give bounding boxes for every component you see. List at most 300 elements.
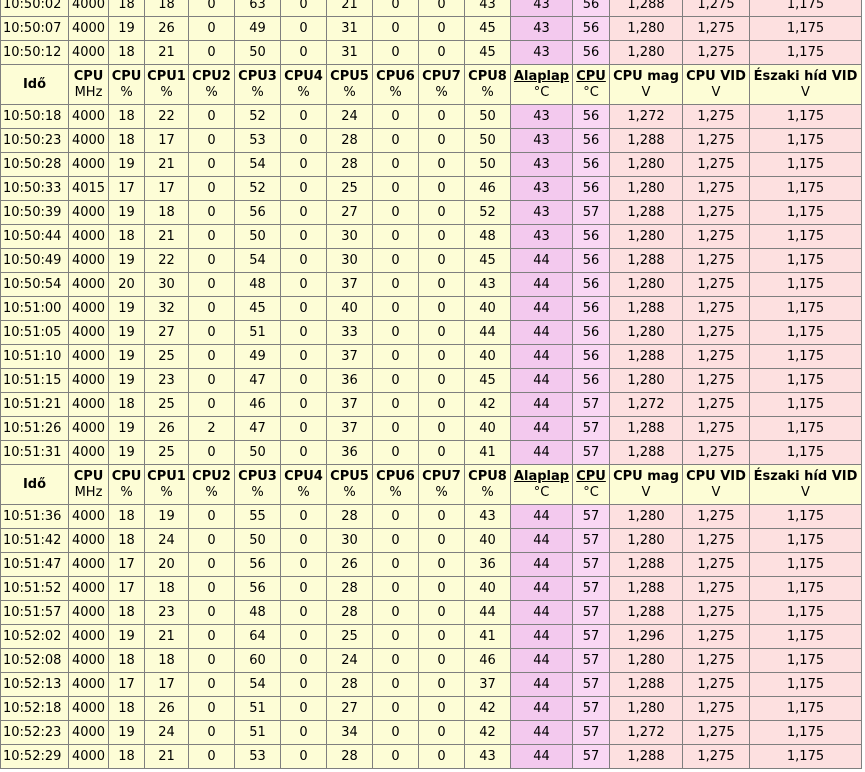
value-cell: 37 — [327, 393, 373, 417]
value-cell: 0 — [419, 393, 465, 417]
header-unit: % — [251, 484, 264, 500]
table-row — [1, 721, 862, 745]
value-cell: 17 — [145, 177, 189, 201]
header-unit: % — [343, 84, 356, 100]
value-cell: 1,275 — [683, 721, 750, 745]
sort-link[interactable]: CPU — [576, 468, 606, 484]
time-cell: 10:52:18 — [1, 697, 69, 721]
value-cell: 1,175 — [750, 625, 862, 649]
value-cell: 1,288 — [610, 297, 683, 321]
value-cell: 18 — [145, 649, 189, 673]
header-cell — [145, 65, 189, 105]
value-cell: 1,288 — [610, 601, 683, 625]
value-cell: 0 — [419, 441, 465, 465]
header-label: Északi híd VID — [753, 468, 858, 484]
header-cell[interactable] — [573, 65, 610, 105]
value-cell: 0 — [373, 177, 419, 201]
value-cell: 0 — [373, 41, 419, 65]
value-cell: 0 — [281, 0, 327, 17]
value-cell: 1,280 — [610, 17, 683, 41]
value-cell: 43 — [465, 273, 511, 297]
value-cell: 1,275 — [683, 345, 750, 369]
value-cell: 0 — [373, 153, 419, 177]
value-cell: 56 — [573, 17, 610, 41]
value-cell: 27 — [145, 321, 189, 345]
header-unit: V — [801, 484, 810, 500]
value-cell: 0 — [281, 649, 327, 673]
value-cell: 0 — [373, 393, 419, 417]
value-cell: 4000 — [69, 0, 109, 17]
value-cell: 53 — [235, 129, 281, 153]
value-cell: 52 — [235, 105, 281, 129]
header-time: Idő — [1, 465, 69, 505]
value-cell: 20 — [109, 273, 145, 297]
time-cell: 10:51:31 — [1, 441, 69, 465]
value-cell: 28 — [327, 505, 373, 529]
value-cell: 37 — [465, 673, 511, 697]
header-unit: V — [641, 84, 651, 100]
header-cell — [189, 65, 235, 105]
value-cell: 40 — [465, 297, 511, 321]
value-cell: 0 — [281, 201, 327, 225]
value-cell: 60 — [235, 649, 281, 673]
value-cell: 18 — [109, 41, 145, 65]
value-cell: 17 — [109, 553, 145, 577]
value-cell: 50 — [465, 105, 511, 129]
header-label: CPU — [73, 68, 104, 84]
value-cell: 57 — [573, 673, 610, 697]
header-unit: °C — [583, 484, 599, 500]
value-cell: 18 — [109, 105, 145, 129]
value-cell: 41 — [465, 441, 511, 465]
value-cell: 19 — [109, 249, 145, 273]
value-cell: 43 — [465, 745, 511, 769]
table-row — [1, 441, 862, 465]
value-cell: 4000 — [69, 105, 109, 129]
time-cell: 10:50:28 — [1, 153, 69, 177]
value-cell: 1,275 — [683, 393, 750, 417]
value-cell: 0 — [189, 577, 235, 601]
header-cell — [683, 65, 750, 105]
value-cell: 18 — [109, 0, 145, 17]
value-cell: 1,275 — [683, 745, 750, 769]
header-unit: % — [435, 84, 448, 100]
value-cell: 1,280 — [610, 505, 683, 529]
value-cell: 40 — [465, 417, 511, 441]
table-row — [1, 345, 862, 369]
value-cell: 57 — [573, 601, 610, 625]
value-cell: 50 — [235, 225, 281, 249]
value-cell: 43 — [465, 0, 511, 17]
value-cell: 1,275 — [683, 297, 750, 321]
value-cell: 4000 — [69, 553, 109, 577]
value-cell: 49 — [235, 345, 281, 369]
value-cell: 56 — [573, 273, 610, 297]
header-label: CPU6 — [376, 468, 415, 484]
value-cell: 4000 — [69, 697, 109, 721]
value-cell: 44 — [511, 673, 573, 697]
value-cell: 4000 — [69, 321, 109, 345]
value-cell: 28 — [327, 601, 373, 625]
value-cell: 18 — [145, 201, 189, 225]
value-cell: 1,275 — [683, 105, 750, 129]
header-unit: % — [481, 84, 494, 100]
header-cell — [750, 65, 862, 105]
value-cell: 0 — [419, 153, 465, 177]
header-cell[interactable] — [511, 465, 573, 505]
value-cell: 57 — [573, 529, 610, 553]
value-cell: 25 — [327, 625, 373, 649]
value-cell: 1,275 — [683, 129, 750, 153]
value-cell: 0 — [419, 553, 465, 577]
value-cell: 0 — [189, 297, 235, 321]
value-cell: 19 — [109, 625, 145, 649]
value-cell: 1,275 — [683, 529, 750, 553]
value-cell: 0 — [189, 745, 235, 769]
value-cell: 1,175 — [750, 41, 862, 65]
value-cell: 0 — [189, 17, 235, 41]
header-cell — [750, 465, 862, 505]
value-cell: 37 — [327, 345, 373, 369]
value-cell: 1,175 — [750, 129, 862, 153]
header-label: Északi híd VID — [753, 68, 858, 84]
value-cell: 23 — [145, 369, 189, 393]
value-cell: 1,288 — [610, 553, 683, 577]
value-cell: 0 — [189, 225, 235, 249]
time-cell: 10:51:15 — [1, 369, 69, 393]
value-cell: 24 — [327, 105, 373, 129]
value-cell: 41 — [465, 625, 511, 649]
value-cell: 40 — [327, 297, 373, 321]
value-cell: 4000 — [69, 417, 109, 441]
value-cell: 0 — [419, 41, 465, 65]
value-cell: 0 — [373, 529, 419, 553]
value-cell: 0 — [373, 625, 419, 649]
header-unit: MHz — [74, 84, 103, 100]
value-cell: 63 — [235, 0, 281, 17]
value-cell: 0 — [419, 369, 465, 393]
value-cell: 47 — [235, 369, 281, 393]
value-cell: 46 — [235, 393, 281, 417]
value-cell: 26 — [145, 17, 189, 41]
time-cell: 10:52:08 — [1, 649, 69, 673]
value-cell: 50 — [465, 129, 511, 153]
value-cell: 26 — [145, 697, 189, 721]
value-cell: 43 — [511, 17, 573, 41]
time-cell: 10:50:18 — [1, 105, 69, 129]
value-cell: 19 — [109, 369, 145, 393]
value-cell: 0 — [189, 673, 235, 697]
value-cell: 0 — [373, 673, 419, 697]
value-cell: 18 — [145, 577, 189, 601]
header-cell[interactable] — [573, 465, 610, 505]
value-cell: 1,275 — [683, 369, 750, 393]
value-cell: 52 — [465, 201, 511, 225]
value-cell: 18 — [145, 0, 189, 17]
header-label: CPU2 — [192, 68, 231, 84]
value-cell: 1,280 — [610, 369, 683, 393]
value-cell: 1,175 — [750, 17, 862, 41]
value-cell: 4000 — [69, 345, 109, 369]
value-cell: 56 — [573, 129, 610, 153]
value-cell: 1,275 — [683, 17, 750, 41]
value-cell: 0 — [373, 273, 419, 297]
value-cell: 0 — [281, 129, 327, 153]
value-cell: 47 — [235, 417, 281, 441]
header-unit: % — [251, 84, 264, 100]
value-cell: 54 — [235, 153, 281, 177]
value-cell: 42 — [465, 393, 511, 417]
header-cell — [610, 465, 683, 505]
value-cell: 45 — [465, 369, 511, 393]
value-cell: 4000 — [69, 297, 109, 321]
value-cell: 56 — [573, 225, 610, 249]
header-label: CPU3 — [238, 468, 277, 484]
time-cell: 10:51:36 — [1, 505, 69, 529]
value-cell: 19 — [109, 721, 145, 745]
value-cell: 4000 — [69, 369, 109, 393]
value-cell: 0 — [419, 577, 465, 601]
value-cell: 0 — [373, 601, 419, 625]
value-cell: 30 — [327, 225, 373, 249]
header-label: CPU mag — [613, 68, 679, 84]
header-cell[interactable] — [511, 65, 573, 105]
value-cell: 1,175 — [750, 321, 862, 345]
value-cell: 19 — [145, 505, 189, 529]
value-cell: 1,275 — [683, 417, 750, 441]
value-cell: 45 — [235, 297, 281, 321]
header-cell — [109, 65, 145, 105]
table-row — [1, 529, 862, 553]
value-cell: 0 — [281, 417, 327, 441]
value-cell: 1,280 — [610, 153, 683, 177]
value-cell: 1,175 — [750, 417, 862, 441]
value-cell: 57 — [573, 505, 610, 529]
value-cell: 18 — [109, 697, 145, 721]
header-cell — [610, 65, 683, 105]
time-cell: 10:52:02 — [1, 625, 69, 649]
time-cell: 10:51:21 — [1, 393, 69, 417]
value-cell: 4000 — [69, 601, 109, 625]
header-label: CPU5 — [330, 468, 369, 484]
value-cell: 1,175 — [750, 105, 862, 129]
value-cell: 0 — [373, 417, 419, 441]
value-cell: 56 — [235, 553, 281, 577]
table-row — [1, 273, 862, 297]
header-unit: V — [711, 484, 721, 500]
value-cell: 49 — [235, 17, 281, 41]
value-cell: 1,175 — [750, 601, 862, 625]
value-cell: 44 — [511, 721, 573, 745]
value-cell: 44 — [511, 577, 573, 601]
table-row — [1, 41, 862, 65]
sort-link[interactable]: CPU — [576, 68, 606, 84]
value-cell: 56 — [573, 41, 610, 65]
header-cell — [373, 465, 419, 505]
value-cell: 1,288 — [610, 129, 683, 153]
value-cell: 0 — [281, 249, 327, 273]
value-cell: 1,175 — [750, 577, 862, 601]
header-label: CPU7 — [422, 68, 461, 84]
value-cell: 44 — [465, 601, 511, 625]
table-row — [1, 417, 862, 441]
value-cell: 56 — [573, 0, 610, 17]
table-row — [1, 393, 862, 417]
value-cell: 1,275 — [683, 697, 750, 721]
table-row — [1, 249, 862, 273]
value-cell: 1,175 — [750, 649, 862, 673]
value-cell: 28 — [327, 673, 373, 697]
header-label: CPU7 — [422, 468, 461, 484]
value-cell: 1,175 — [750, 177, 862, 201]
value-cell: 0 — [281, 553, 327, 577]
value-cell: 0 — [189, 529, 235, 553]
value-cell: 1,288 — [610, 441, 683, 465]
value-cell: 1,288 — [610, 745, 683, 769]
value-cell: 1,275 — [683, 201, 750, 225]
value-cell: 1,280 — [610, 649, 683, 673]
time-cell: 10:52:23 — [1, 721, 69, 745]
value-cell: 0 — [281, 625, 327, 649]
time-cell: 10:51:57 — [1, 601, 69, 625]
value-cell: 31 — [327, 41, 373, 65]
header-unit: % — [389, 84, 402, 100]
table-row — [1, 673, 862, 697]
value-cell: 57 — [573, 625, 610, 649]
value-cell: 56 — [573, 297, 610, 321]
value-cell: 4000 — [69, 393, 109, 417]
value-cell: 46 — [465, 177, 511, 201]
value-cell: 43 — [511, 105, 573, 129]
value-cell: 40 — [465, 345, 511, 369]
value-cell: 0 — [419, 201, 465, 225]
header-unit: % — [120, 484, 133, 500]
value-cell: 4000 — [69, 649, 109, 673]
table-row — [1, 17, 862, 41]
value-cell: 0 — [281, 105, 327, 129]
value-cell: 4000 — [69, 577, 109, 601]
value-cell: 0 — [281, 153, 327, 177]
header-unit: V — [641, 484, 651, 500]
value-cell: 1,275 — [683, 153, 750, 177]
header-cell — [281, 65, 327, 105]
value-cell: 4000 — [69, 201, 109, 225]
value-cell: 1,296 — [610, 625, 683, 649]
value-cell: 50 — [465, 153, 511, 177]
value-cell: 0 — [189, 601, 235, 625]
value-cell: 40 — [465, 529, 511, 553]
time-cell: 10:50:02 — [1, 0, 69, 17]
table-row — [1, 321, 862, 345]
header-label: CPU VID — [686, 468, 746, 484]
value-cell: 1,175 — [750, 153, 862, 177]
value-cell: 44 — [465, 321, 511, 345]
header-label: CPU1 — [147, 68, 186, 84]
value-cell: 22 — [145, 105, 189, 129]
value-cell: 0 — [189, 369, 235, 393]
header-unit: °C — [533, 84, 550, 100]
value-cell: 0 — [373, 321, 419, 345]
value-cell: 1,280 — [610, 273, 683, 297]
value-cell: 0 — [189, 0, 235, 17]
sort-link[interactable]: Alaplap — [513, 68, 570, 84]
value-cell: 42 — [465, 697, 511, 721]
header-label: CPU2 — [192, 468, 231, 484]
time-cell: 10:50:44 — [1, 225, 69, 249]
value-cell: 1,288 — [610, 673, 683, 697]
value-cell: 0 — [281, 17, 327, 41]
value-cell: 1,275 — [683, 41, 750, 65]
value-cell: 18 — [109, 129, 145, 153]
value-cell: 45 — [465, 41, 511, 65]
value-cell: 0 — [189, 441, 235, 465]
table-row — [1, 297, 862, 321]
value-cell: 56 — [235, 577, 281, 601]
value-cell: 19 — [109, 417, 145, 441]
header-label: CPU4 — [284, 68, 323, 84]
header-unit: V — [711, 84, 721, 100]
value-cell: 53 — [235, 745, 281, 769]
value-cell: 50 — [235, 41, 281, 65]
value-cell: 57 — [573, 417, 610, 441]
value-cell: 0 — [419, 177, 465, 201]
header-cell — [327, 465, 373, 505]
value-cell: 48 — [235, 601, 281, 625]
value-cell: 27 — [327, 201, 373, 225]
value-cell: 1,280 — [610, 177, 683, 201]
value-cell: 24 — [145, 721, 189, 745]
value-cell: 1,175 — [750, 673, 862, 697]
value-cell: 4000 — [69, 721, 109, 745]
value-cell: 56 — [573, 249, 610, 273]
value-cell: 25 — [145, 345, 189, 369]
value-cell: 1,280 — [610, 41, 683, 65]
value-cell: 36 — [327, 369, 373, 393]
value-cell: 0 — [373, 721, 419, 745]
value-cell: 1,175 — [750, 505, 862, 529]
value-cell: 0 — [373, 369, 419, 393]
sort-link[interactable]: Alaplap — [513, 468, 570, 484]
value-cell: 34 — [327, 721, 373, 745]
value-cell: 43 — [511, 153, 573, 177]
value-cell: 0 — [281, 41, 327, 65]
value-cell: 1,272 — [610, 393, 683, 417]
value-cell: 1,275 — [683, 225, 750, 249]
header-label: CPU — [111, 68, 142, 84]
value-cell: 44 — [511, 697, 573, 721]
value-cell: 4015 — [69, 177, 109, 201]
value-cell: 18 — [109, 529, 145, 553]
time-cell: 10:51:05 — [1, 321, 69, 345]
time-cell: 10:52:13 — [1, 673, 69, 697]
table-row — [1, 625, 862, 649]
value-cell: 57 — [573, 697, 610, 721]
header-unit: % — [389, 484, 402, 500]
header-unit: °C — [533, 484, 550, 500]
value-cell: 1,275 — [683, 0, 750, 17]
value-cell: 0 — [419, 0, 465, 17]
value-cell: 17 — [145, 673, 189, 697]
value-cell: 48 — [465, 225, 511, 249]
value-cell: 4000 — [69, 273, 109, 297]
value-cell: 1,175 — [750, 345, 862, 369]
value-cell: 0 — [419, 673, 465, 697]
value-cell: 1,275 — [683, 273, 750, 297]
value-cell: 0 — [419, 17, 465, 41]
header-unit: % — [160, 84, 173, 100]
value-cell: 21 — [145, 41, 189, 65]
value-cell: 45 — [465, 249, 511, 273]
